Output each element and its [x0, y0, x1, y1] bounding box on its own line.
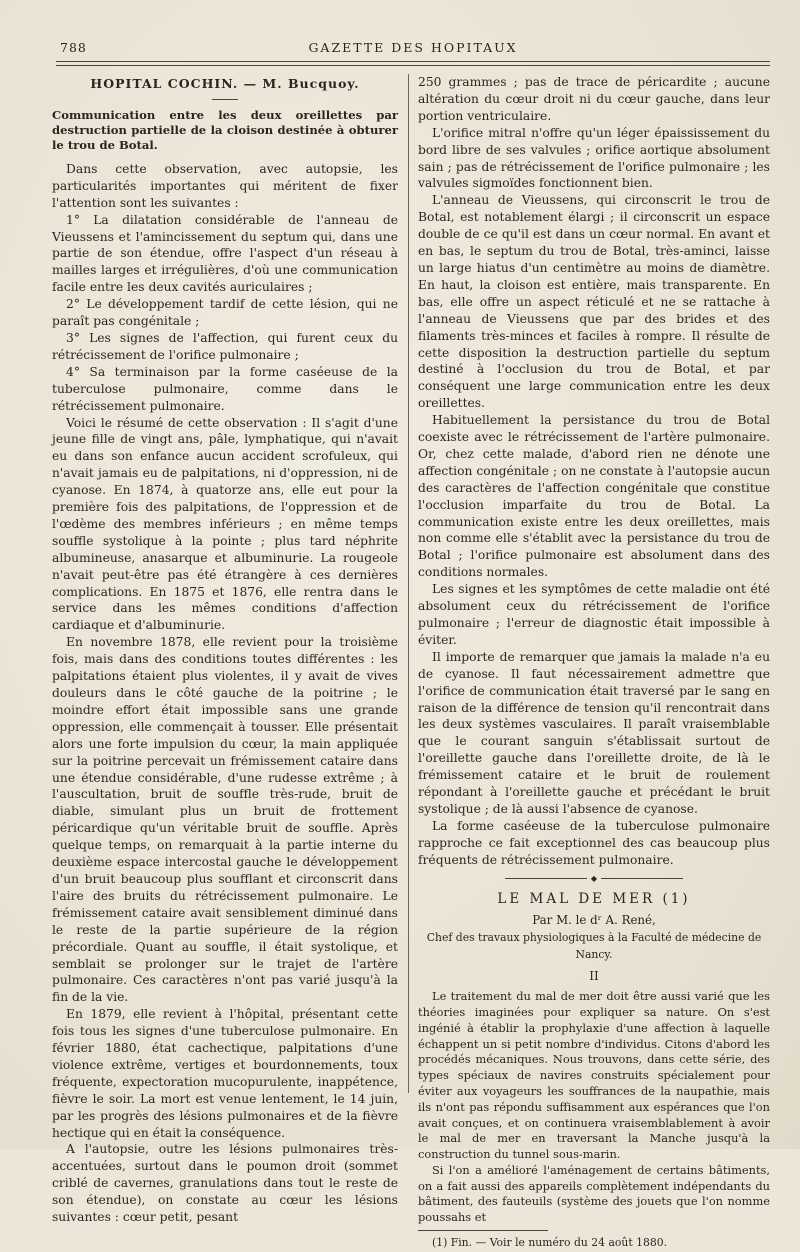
section-title: HOPITAL COCHIN. — M. Bucquoy. [90, 76, 360, 91]
paragraph: Le traitement du mal de mer doit être aussi varié que les théories imaginées pour expliquer sa nature. On s'est ingénié à établir la prophylaxie d'une affection à laquelle échappent un si petit nombre d'individus. Citons d'abord les procédés mécaniques. Nous trouvons, dans cette série, des types spéciaux de navires construits spécialement pour éviter aux voyageurs les souffrances de la naupathie, mais ils n'ont pas répondu suffisamment aux espérances que l'on avait conçues, et on continuera vraisemblablement à avoir le mal de mer en traversant la Manche jusqu'à la construction du tunnel sous-marin. [418, 989, 770, 1162]
paragraph: Voici le résumé de cette observation : Il s'agit d'une jeune fille de vingt ans, pâle, lymphatique, qui n'avait eu dans son enfance aucun accident scrofuleux, qui n'avait jamais eu de palpitations, ni d'oppression, ni de cyanose. En 1874, à quatorze ans, elle eut pour la première fois des palpitations, de l'oppression et de l'œdème des membres inférieurs ; en même temps souffle systolique à la pointe ; plus tard néphrite albumineuse, anasarque et albuminurie. La rougeole n'avait peut-être pas été étrangère à ces dernières complications. En 1875 et 1876, elle rentra dans le service dans les mêmes conditions d'affection cardiaque et d'albuminurie. [52, 415, 398, 633]
paragraph: 4° Sa terminaison par la forme caséeuse de la tuberculose pulmonaire, comme dans le rétrécissement pulmonaire. [52, 364, 398, 413]
paragraph: En 1879, elle revient à l'hôpital, présentant cette fois tous les signes d'une tuberculose pulmonaire. En février 1880, état cachectique, palpitations d'une violence extrême, vertiges et bourdonnements, toux fréquente, expectoration mucopurulente, inappétence, fièvre le soir. La mort est venue lentement, le 14 juin, par les progrès des lésions pulmonaires et de la fièvre hectique qui en était la conséquence. [52, 1007, 398, 1140]
column-divider [408, 74, 409, 1093]
paragraph: Il importe de remarquer que jamais la malade n'a eu de cyanose. Il faut nécessairement admettre que l'orifice de communication était traversé par le sang en raison de la différence de tension qu'il rencontrait dans les deux systèmes vasculaires. Il paraît vraisemblable que le courant sanguin s'établissait surtout de l'oreillette gauche dans l'oreillette droite, de là le frémissement cataire et le bruit de roulement répondant à l'oreillette gauche et précédant le bruit systolique ; de là aussi l'absence de cyanose. [418, 649, 770, 816]
paragraph: L'orifice mitral n'offre qu'un léger épaississement du bord libre de ses valvules ; orifice aortique absolument sain ; pas de rétrécissement de l'orifice pulmonaire ; les valvules sigmoïdes fonctionnent bien. [418, 125, 770, 191]
paragraph: En novembre 1878, elle revient pour la troisième fois, mais dans des conditions toutes différentes : les palpitations étaient plus violentes, il y avait de vives douleurs dans le côté gauche de la poitrine ; le moindre effort était impossible sans une grande oppression, elle commençait à tousser. Elle présentait alors une forte impulsion du cœur, la main appliquée sur la poitrine percevait un frémissement cataire dans une étendue considérable, d'une rudesse extrême ; à l'auscultation, bruit de souffle très-rude, bruit de diable, simulant plus un bruit de frottement péricardique qu'un véritable bruit de souffle. Après quelque temps, on remarquait à la partie interne du deuxième espace intercostal gauche le développement d'un bruit beaucoup plus soufflant et circonscrit dans l'aire des bruits du rétrécissement pulmonaire. Le frémissement cataire avait sensiblement diminué dans le reste de la partie supérieure de la région précordiale. Quant au souffle, il était systolique, et semblait se prolonger sur le trajet de l'artère pulmonaire. Ces caractères n'ont pas varié jusqu'à la fin de la vie. [52, 635, 398, 1005]
article-part-number: II [589, 969, 599, 984]
header-rule-top [56, 61, 770, 62]
diamond-ornament-icon: ◆ [590, 873, 598, 883]
paragraph: 2° Le développement tardif de cette lésion, qui ne paraît pas congénitale ; [52, 297, 398, 329]
article-byline: Par M. le dʳ A. René, [532, 912, 656, 927]
continued-paragraph: 250 grammes ; pas de trace de péricardite ; aucune altération du cœur droit ni du cœur gauche, dans leur portion ventriculaire. [418, 75, 770, 123]
paragraph: A l'autopsie, outre les lésions pulmonaires très-accentuées, surtout dans le poumon droit (sommet criblé de cavernes, granulations dans tout le reste de son étendue), on constate au cœur les lésions suivantes : cœur petit, pesant [52, 1142, 398, 1225]
left-column [52, 74, 398, 1225]
title-rule [212, 99, 238, 100]
right-column [418, 74, 770, 1250]
section-separator [418, 875, 770, 883]
paragraph: La forme caséeuse de la tuberculose pulmonaire rapproche ce fait exceptionnel des cas beaucoup plus fréquents de rétrécissement pulmonaire. [418, 818, 770, 867]
journal-title: GAZETTE DES HOPITAUX [308, 40, 518, 55]
paragraph: 3° Les signes de l'affection, qui furent ceux du rétrécissement de l'orifice pulmonaire ; [52, 330, 398, 362]
case-subject: Communication entre les deux oreillettes par destruction partielle de la cloison destinée à obturer le trou de Botal. [52, 107, 398, 152]
paragraph: 1° La dilatation considérable de l'anneau de Vieussens et l'amincissement du septum qui, dans une partie de son étendue, offre l'aspect d'un réseau à mailles larges et irrégulières, d'où une communication facile entre les deux cavités auriculaires ; [52, 212, 398, 295]
paragraph: Dans cette observation, avec autopsie, les particularités importantes qui méritent de fixer l'attention sont les suivantes : [52, 161, 398, 210]
header-rule-bottom [56, 65, 770, 66]
paragraph: Habituellement la persistance du trou de Botal coexiste avec le rétrécissement de l'artère pulmonaire. Or, chez cette malade, d'abord rien ne dénote une affection congénitale ; on ne constate à l'autopsie aucun des caractères de l'affection congénitale que constitue l'occlusion imparfaite du trou de Botal. La communication existe entre les deux oreillettes, mais non comme elle s'établit avec la persistance du trou de Botal ; l'orifice pulmonaire est absolument dans des conditions normales. [418, 413, 770, 580]
author-affiliation: Chef des travaux physiologiques à la Faculté de médecine de Nancy. [426, 931, 762, 962]
page-number: 788 [60, 40, 87, 55]
page-header [56, 38, 770, 62]
paragraph: Si l'on a amélioré l'aménagement de certains bâtiments, on a fait aussi des appareils complètement indépendants du bâtiment, des fauteuils (système des jouets que l'on nomme poussahs et [418, 1162, 770, 1225]
paragraph: Les signes et les symptômes de cette maladie ont été absolument ceux du rétrécissement de l'orifice pulmonaire ; l'erreur de diagnostic était impossible à éviter. [418, 582, 770, 647]
footnote-rule [418, 1230, 548, 1231]
footnote: (1) Fin. — Voir le numéro du 24 août 1880. [432, 1236, 668, 1250]
article-title: LE MAL DE MER (1) [497, 890, 691, 907]
paragraph: L'anneau de Vieussens, qui circonscrit le trou de Botal, est notablement élargi ; il circonscrit un espace double de ce qu'il est dans un cœur normal. En avant et en bas, le septum du trou de Botal, très-aminci, laisse un large hiatus d'un centimètre au moins de diamètre. En haut, la cloison est entière, mais transparente. En bas, elle offre un aspect réticulé et ne se rattache à l'anneau de Vieussens que par des brides et des filaments très-minces et faciles à rompre. Il résulte de cette disposition la destruction partielle du septum destiné à l'occlusion du trou de Botal, et par conséquent une large communication entre les deux oreillettes. [418, 193, 770, 411]
